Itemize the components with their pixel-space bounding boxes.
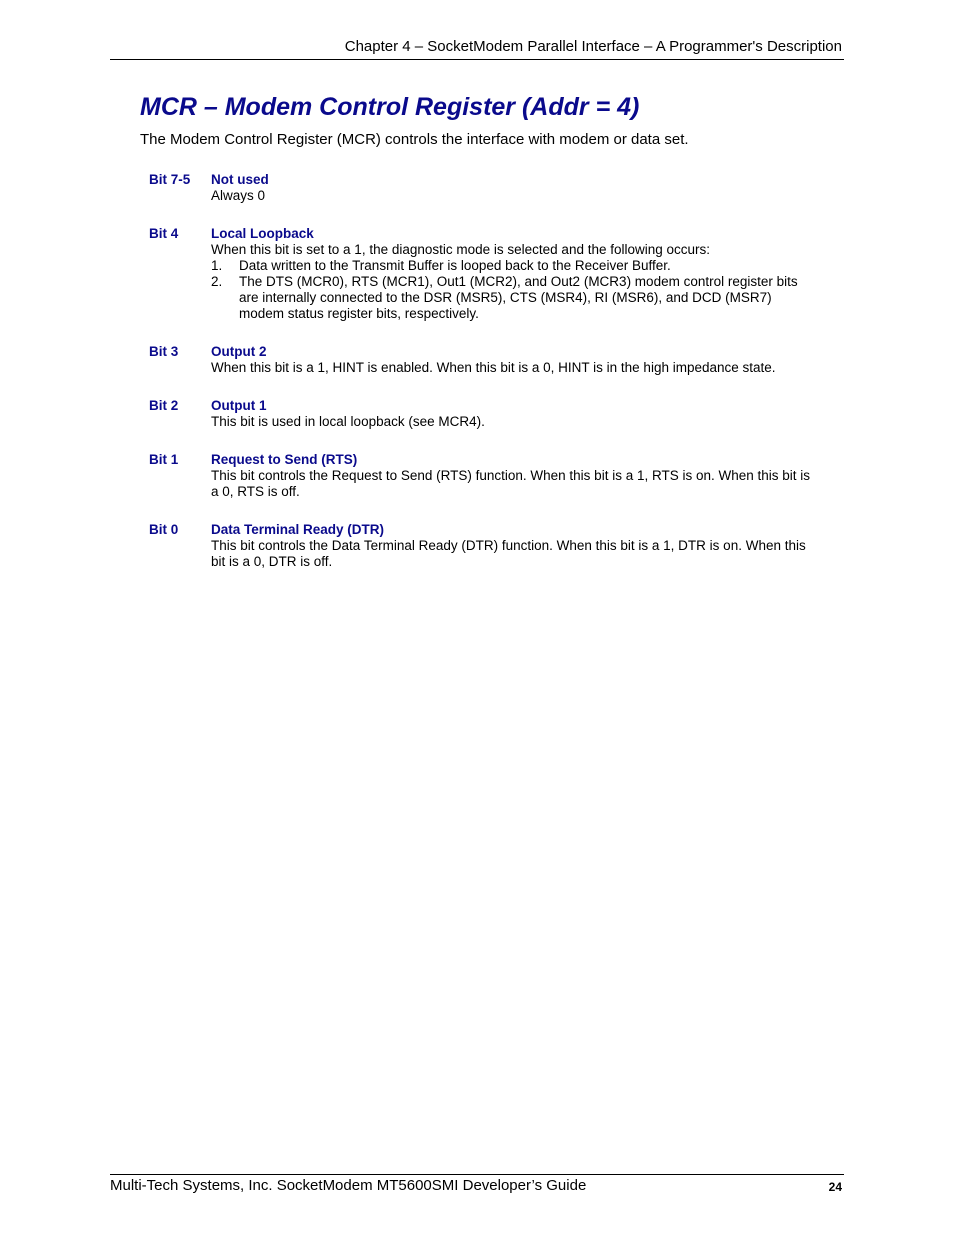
bit-entry-2 [149,398,819,430]
bit-label: Bit 3 [149,344,179,359]
loopback-effects-list [211,258,819,322]
bit-body [211,398,819,430]
list-item-number: 2. [211,274,223,289]
bit-name: Not used [211,172,269,187]
list-item [211,274,819,322]
bit-body [211,452,819,500]
bit-label: Bit 0 [149,522,179,537]
list-item [211,258,819,274]
list-item-text: The DTS (MCR0), RTS (MCR1), Out1 (MCR2), and Out2 (MCR3) modem control register bits are internally connected to the DSR (MSR5), CTS (MSR4), RI (MSR6), and DCD (MSR7) modem status register bits, respectively. [239,274,798,321]
bit-name: Output 2 [211,344,267,359]
bit-body [211,344,819,376]
section-title: MCR – Modem Control Register (Addr = 4) [140,93,640,121]
bit-description: When this bit is set to a 1, the diagnostic mode is selected and the following occurs: [211,242,711,257]
bit-label: Bit 1 [149,452,179,467]
running-header: Chapter 4 – SocketModem Parallel Interface – A Programmer's Description [344,38,842,55]
footer-guide-title: Multi-Tech Systems, Inc. SocketModem MT5600SMI Developer’s Guide [110,1177,587,1194]
bit-body [211,522,819,570]
list-item-number: 1. [211,258,223,273]
bit-name: Request to Send (RTS) [211,452,358,467]
bit-name: Output 1 [211,398,267,413]
bit-description: Always 0 [211,188,266,203]
bit-body [211,172,819,204]
bit-name: Data Terminal Ready (DTR) [211,522,385,537]
bit-name: Local Loopback [211,226,314,241]
bit-entry-3 [149,344,819,376]
bit-description: This bit is used in local loopback (see MCR4). [211,414,485,429]
bit-entry-1 [149,452,819,500]
bit-description: This bit controls the Request to Send (RTS) function. When this bit is a 1, RTS is on. When this bit is a 0, RTS is off. [211,468,811,499]
bit-entry-4 [149,226,819,322]
bit-description: This bit controls the Data Terminal Ready (DTR) function. When this bit is a 1, DTR is on. When this bit is a 0, DTR is off. [211,538,806,569]
page-number: 24 [828,1180,842,1194]
bit-description: When this bit is a 1, HINT is enabled. When this bit is a 0, HINT is in the high impedance state. [211,360,776,375]
section-intro: The Modem Control Register (MCR) controls the interface with modem or data set. [140,131,689,148]
bit-body [211,226,819,322]
bit-label: Bit 2 [149,398,179,413]
list-item-text: Data written to the Transmit Buffer is looped back to the Receiver Buffer. [239,258,671,273]
bit-label: Bit 4 [149,226,179,241]
bit-label: Bit 7-5 [149,172,191,187]
header-divider [110,59,844,60]
bit-entry-7-5 [149,172,819,204]
bit-definitions [149,172,819,592]
bit-entry-0 [149,522,819,570]
footer-divider [110,1174,844,1175]
